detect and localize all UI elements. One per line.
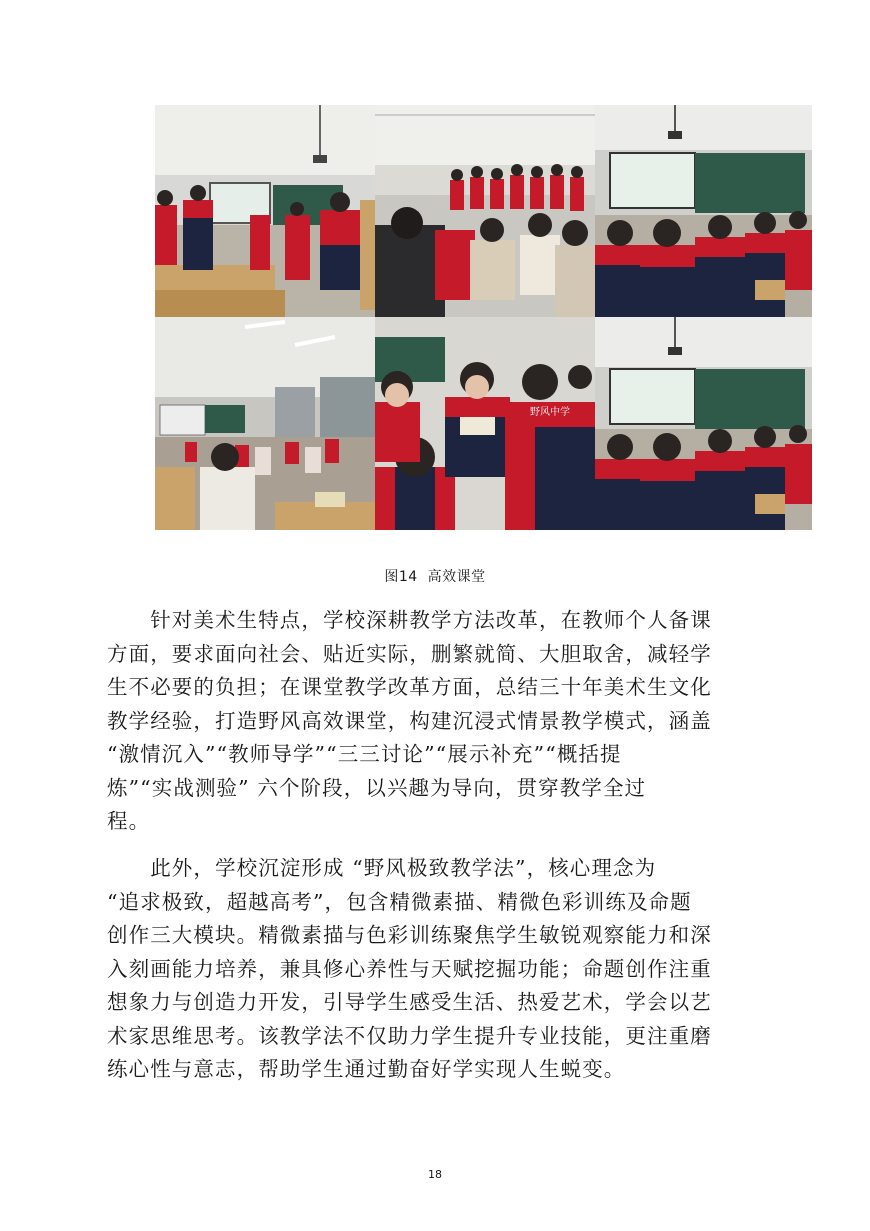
paragraph-line: 程。 xyxy=(107,809,151,833)
classroom-photo-6-image xyxy=(595,317,812,530)
paragraph-teaching-reform xyxy=(107,604,762,839)
classroom-photo-3-image xyxy=(595,105,812,317)
paragraph-line: 术家思维思考。该教学法不仅助力学生提升专业技能，更注重磨 xyxy=(107,1023,712,1048)
figure-number: 图14 xyxy=(384,569,418,585)
classroom-photo-6 xyxy=(595,317,812,530)
classroom-photo-2 xyxy=(375,105,595,317)
classroom-photo-4 xyxy=(155,317,375,530)
paragraph-line: 针对美术生特点，学校深耕教学方法改革，在教师个人备课 xyxy=(107,608,712,632)
classroom-photo-3 xyxy=(595,105,812,317)
paragraph-line: 教学经验，打造野风高效课堂，构建沉浸式情景教学模式，涵盖 xyxy=(107,708,712,733)
figure-caption xyxy=(0,566,870,586)
figure-title: 高效课堂 xyxy=(427,569,486,585)
classroom-photo-5-image xyxy=(375,317,595,530)
paragraph-line: 想象力与创造力开发，引导学生感受生活、热爱艺术，学会以艺 xyxy=(107,990,712,1014)
svg-text:野风中学: 野风中学 xyxy=(530,407,570,418)
paragraph-line: “激情沉入”“教师导学”“三三讨论”“展示补充”“概括提 xyxy=(107,742,622,766)
classroom-photo-2-image xyxy=(375,105,595,317)
page-number: 18 xyxy=(428,1168,442,1181)
classroom-photo-4-image xyxy=(155,317,375,530)
paragraph-line: 此外，学校沉淀形成 “野风极致教学法”，核心理念为 xyxy=(107,856,657,880)
paragraph-line: 方面，要求面向社会、贴近实际，删繁就简、大胆取舍，减轻学 xyxy=(107,641,712,666)
paragraph-line: 入刻画能力培养，兼具修心养性与天赋挖掘功能；命题创作注重 xyxy=(107,956,712,981)
paragraph-line: “追求极致，超越高考”，包含精微素描、精微色彩训练及命题 xyxy=(107,889,692,914)
paragraph-teaching-method xyxy=(107,852,762,1087)
paragraph-line: 炼”“实战测验” 六个阶段，以兴趣为导向，贯穿教学全过 xyxy=(107,775,647,800)
classroom-photo-1-image xyxy=(155,105,375,317)
paragraph-line: 创作三大模块。精微素描与色彩训练聚焦学生敏锐观察能力和深 xyxy=(107,923,712,947)
classroom-photo-5 xyxy=(375,317,595,530)
paragraph-line: 生不必要的负担；在课堂教学改革方面，总结三十年美术生文化 xyxy=(107,675,712,699)
paragraph-line: 练心性与意志，帮助学生通过勤奋好学实现人生蜕变。 xyxy=(107,1057,626,1081)
classroom-photo-1 xyxy=(155,105,375,317)
classroom-photo-grid xyxy=(155,105,812,530)
